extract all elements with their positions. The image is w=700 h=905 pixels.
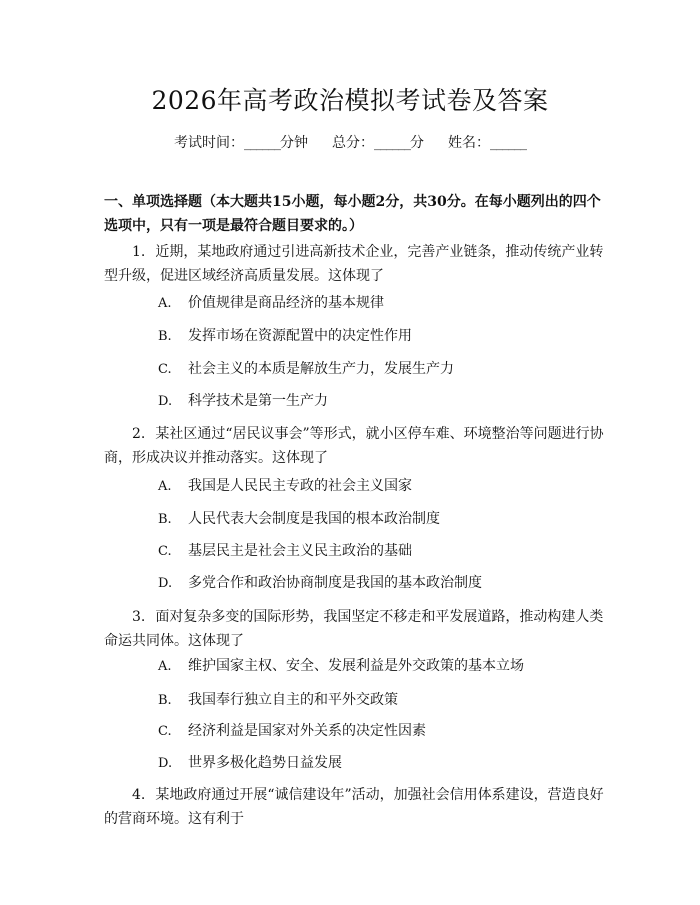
option-text: 我国是人民民主专政的社会主义国家 <box>188 478 412 494</box>
option-letter: C. <box>158 362 172 377</box>
question-3-option-d <box>158 753 598 774</box>
page-title: 2026年高考政治模拟考试卷及答案 <box>151 86 549 115</box>
option-text: 发挥市场在资源配置中的决定性作用 <box>188 328 412 344</box>
option-letter: C. <box>158 544 172 559</box>
question-2-option-c <box>158 541 598 562</box>
name-blank: ______ <box>490 135 526 151</box>
question-2-option-b <box>158 509 598 530</box>
option-text: 我国奉行独立自主的和平外交政策 <box>188 692 398 708</box>
time-label: 考试时间： <box>174 135 244 151</box>
option-text: 基层民主是社会主义民主政治的基础 <box>188 543 412 559</box>
question-4 <box>104 783 608 831</box>
option-letter: B. <box>158 329 172 344</box>
section-heading: 一、单项选择题（本大题共15小题，每小题2分，共30分。在每小题列出的四个选项中，只有一项是最符合题目要求的。） <box>104 194 601 234</box>
question-1-option-a <box>158 293 598 314</box>
question-number: 1. <box>132 244 146 260</box>
option-letter: A. <box>158 479 172 494</box>
question-3-option-c <box>158 721 598 742</box>
question-1-option-b <box>158 326 598 347</box>
exam-meta-line <box>0 133 700 153</box>
question-2-option-d <box>158 573 598 594</box>
question-text: 近期，某地政府通过引进高新技术企业，完善产业链条，推动传统产业转型升级，促进区域经济高质量发展。这体现了 <box>104 244 604 284</box>
option-letter: D. <box>158 576 173 591</box>
time-blank: ______ <box>244 135 280 151</box>
question-3 <box>104 605 608 653</box>
option-text: 维护国家主权、安全、发展利益是外交政策的基本立场 <box>188 658 524 674</box>
question-2 <box>104 422 608 470</box>
option-text: 社会主义的本质是解放生产力，发展生产力 <box>188 361 454 377</box>
question-2-option-a <box>158 476 598 497</box>
question-1-option-d <box>158 391 598 412</box>
question-number: 3. <box>132 609 146 625</box>
option-text: 世界多极化趋势日益发展 <box>188 755 342 771</box>
option-text: 多党合作和政治协商制度是我国的基本政治制度 <box>188 575 482 591</box>
question-3-option-b <box>158 690 598 711</box>
question-number: 2. <box>132 426 146 442</box>
option-text: 价值规律是商品经济的基本规律 <box>188 295 384 311</box>
option-letter: D. <box>158 756 173 771</box>
question-1-option-c <box>158 359 598 380</box>
option-letter: A. <box>158 659 172 674</box>
question-number: 4. <box>132 787 146 803</box>
option-letter: C. <box>158 724 172 739</box>
score-unit: 分 <box>410 135 424 151</box>
option-text: 科学技术是第一生产力 <box>188 393 328 409</box>
option-text: 经济利益是国家对外关系的决定性因素 <box>188 723 426 739</box>
time-unit: 分钟 <box>280 135 308 151</box>
question-text: 面对复杂多变的国际形势，我国坚定不移走和平发展道路，推动构建人类命运共同体。这体现了 <box>104 609 604 649</box>
question-text: 某地政府通过开展“诚信建设年”活动，加强社会信用体系建设，营造良好的营商环境。这有利于 <box>104 787 604 827</box>
score-blank: ______ <box>374 135 410 151</box>
question-3-option-a <box>158 656 598 677</box>
option-letter: A. <box>158 296 172 311</box>
question-text: 某社区通过“居民议事会”等形式，就小区停车难、环境整治等问题进行协商，形成决议并推动落实。这体现了 <box>104 426 604 466</box>
score-label: 总分： <box>332 135 374 151</box>
option-letter: D. <box>158 394 173 409</box>
question-1 <box>104 240 608 288</box>
name-label: 姓名： <box>448 135 490 151</box>
option-text: 人民代表大会制度是我国的根本政治制度 <box>188 511 440 527</box>
option-letter: B. <box>158 512 172 527</box>
option-letter: B. <box>158 693 172 708</box>
